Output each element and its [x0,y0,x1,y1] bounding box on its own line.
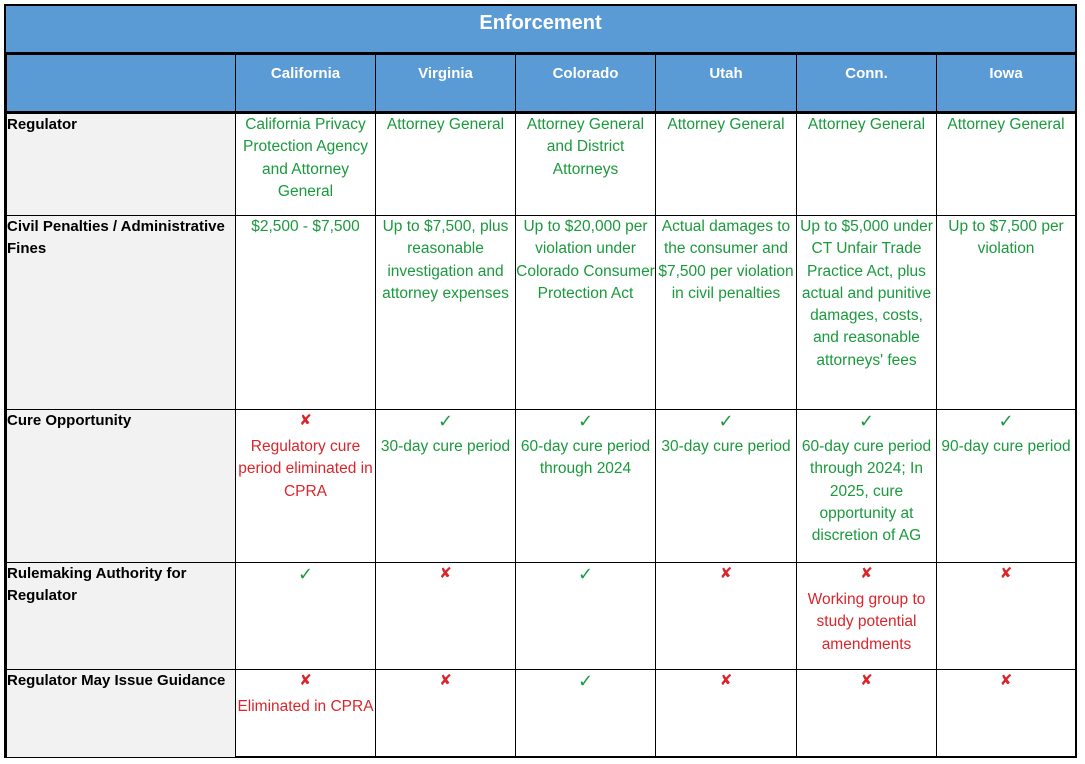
cross-icon: ✘ [299,412,312,429]
cell-guidance-iowa [937,670,1076,758]
cell-regulator-utah [656,113,797,216]
cell-text: Actual damages to the consumer and $7,500 per violation in civil penalties [658,218,794,302]
cross-icon: ✘ [999,565,1013,582]
cell-guidance-california [236,670,376,758]
row-rulemaking-authority [7,563,1076,670]
cell-regulator-conn [797,113,937,216]
check-icon: ✓ [718,411,734,431]
check-icon: ✓ [577,564,594,584]
cell-rulemaking-authority-california [236,563,376,670]
cell-guidance-conn [797,670,937,758]
cell-civil-penalties-conn [797,216,937,410]
cell-cure-opportunity-virginia [376,410,516,563]
row-cure-opportunity [7,410,1076,563]
row-label: Regulator [7,113,236,216]
row-label: Cure Opportunity [7,410,236,563]
cell-text: Regulatory cure period eliminated in CPRA [238,438,373,500]
cell-rulemaking-authority-virginia [376,563,516,670]
cell-text: Up to $7,500, plus reasonable investigation and attorney expenses [382,218,509,302]
header-corner [7,55,236,113]
cell-civil-penalties-california [236,216,376,410]
cell-civil-penalties-utah [656,216,797,410]
enforcement-table-frame [4,4,1077,758]
row-label: Civil Penalties / Administrative Fines [7,216,236,410]
check-icon: ✓ [577,671,594,691]
column-header-utah: Utah [656,55,797,113]
cell-text: $2,500 - $7,500 [251,218,360,235]
cell-text: Attorney General [807,116,926,133]
cell-text: 30-day cure period [661,438,791,455]
cell-text: Up to $5,000 under CT Unfair Trade Practice Act, plus actual and punitive damages, costs, and reasonable attorneys' fees [800,218,933,369]
cell-cure-opportunity-iowa [937,410,1076,563]
cell-rulemaking-authority-colorado [516,563,656,670]
row-regulator [7,113,1076,216]
cell-cure-opportunity-utah [656,410,797,563]
check-icon: ✓ [437,411,454,431]
cell-civil-penalties-virginia [376,216,516,410]
column-header-colorado: Colorado [516,55,656,113]
cell-text: Up to $20,000 per violation under Colorado Consumer Protection Act [516,218,655,302]
cell-text: Attorney General [667,116,785,133]
row-label: Regulator May Issue Guidance [7,670,236,758]
cell-civil-penalties-iowa [937,216,1076,410]
cell-text: Working group to study potential amendments [807,591,926,653]
cell-text: 60-day cure period through 2024 [520,438,651,478]
cell-text: Attorney General [947,116,1065,133]
cell-regulator-virginia [376,113,516,216]
cross-icon: ✘ [299,672,312,689]
check-icon: ✓ [577,411,594,431]
cell-regulator-iowa [937,113,1076,216]
cell-guidance-virginia [376,670,516,758]
cell-text: 30-day cure period [380,438,511,455]
cross-icon: ✘ [719,672,733,689]
cell-text: Attorney General and District Attorneys [526,116,645,178]
cell-guidance-colorado [516,670,656,758]
cell-rulemaking-authority-utah [656,563,797,670]
check-icon: ✓ [998,411,1014,431]
cross-icon: ✘ [439,565,452,582]
cell-regulator-colorado [516,113,656,216]
table-title: Enforcement [6,6,1075,54]
enforcement-table [6,54,1076,758]
column-header-conn: Conn. [797,55,937,113]
cross-icon: ✘ [719,565,733,582]
cell-cure-opportunity-colorado [516,410,656,563]
column-header-iowa: Iowa [937,55,1076,113]
cross-icon: ✘ [439,672,452,689]
cell-text: Up to $7,500 per violation [948,218,1064,258]
cell-cure-opportunity-california [236,410,376,563]
cell-guidance-utah [656,670,797,758]
cross-icon: ✘ [860,672,873,689]
header-row [7,55,1076,113]
cell-text: California Privacy Protection Agency and Attorney General [243,116,368,200]
cell-rulemaking-authority-iowa [937,563,1076,670]
cell-cure-opportunity-conn [797,410,937,563]
row-label: Rulemaking Authority for Regulator [7,563,236,670]
column-header-california: California [236,55,376,113]
row-civil-penalties [7,216,1076,410]
cell-civil-penalties-colorado [516,216,656,410]
cell-regulator-california [236,113,376,216]
column-header-virginia: Virginia [376,55,516,113]
cross-icon: ✘ [860,565,873,582]
cell-rulemaking-authority-conn [797,563,937,670]
cell-text: Eliminated in CPRA [237,698,374,715]
cross-icon: ✘ [999,672,1013,689]
check-icon: ✓ [858,411,875,431]
cell-text: 90-day cure period [941,438,1071,455]
cell-text: Attorney General [386,116,505,133]
check-icon: ✓ [297,564,314,584]
row-guidance [7,670,1076,758]
cell-text: 60-day cure period through 2024; In 2025, cure opportunity at discretion of AG [801,438,932,545]
